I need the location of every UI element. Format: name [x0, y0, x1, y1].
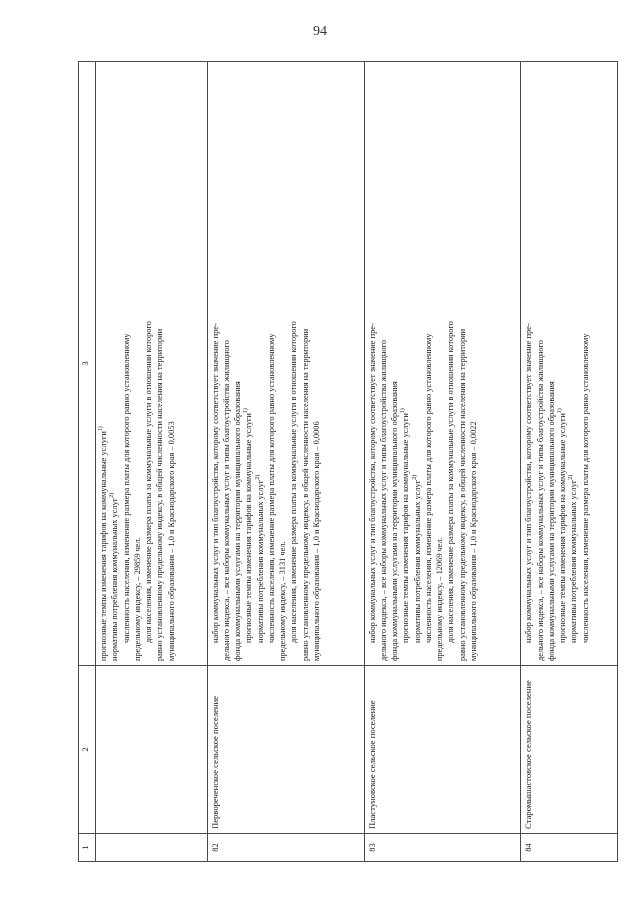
- text-line-content: дельного индекса, – все наборы коммунальных услуг и типы благоустройства жилищного: [221, 340, 231, 661]
- tariff-table: [78, 61, 618, 862]
- text-line: [98, 66, 109, 661]
- text-line: [166, 66, 177, 661]
- text-line: [423, 66, 434, 661]
- header-col-2: 2: [79, 666, 96, 834]
- text-line: [243, 66, 254, 661]
- text-line: [311, 66, 322, 661]
- text-line-content: нормативы потребления коммунальных услуг: [110, 497, 120, 661]
- description-cell: [96, 62, 208, 666]
- text-line-content: дельного индекса, – все наборы коммунальных услуг и типы благоустройства жилищного: [378, 340, 388, 661]
- text-line: [154, 66, 165, 661]
- table-row: [521, 62, 618, 862]
- footnote-marker: 1): [98, 426, 105, 432]
- text-line: [277, 66, 288, 661]
- num-cell: [96, 834, 208, 862]
- footnote-marker: 1): [243, 408, 250, 414]
- text-line-content: нормативы потребления коммунальных услуг: [412, 479, 422, 643]
- text-line-content: предельному индексу, – 12069 чел.: [435, 537, 444, 661]
- text-line: [568, 66, 579, 661]
- text-line: [266, 66, 277, 661]
- text-line: [210, 66, 221, 661]
- text-line: [412, 66, 423, 661]
- text-line: [300, 66, 311, 661]
- text-line-content: муниципального образования – 1,0 и Краснодарского края – 0,0053: [166, 421, 176, 661]
- text-line: [121, 66, 132, 661]
- text-line-content: прогнозные темпы изменения тарифов на коммунальные услуги: [558, 413, 568, 643]
- description-cell: [207, 62, 364, 666]
- text-line: [288, 66, 299, 661]
- footnote-marker: 2): [109, 492, 116, 498]
- text-line-content: муниципального образования – 1,0 и Краснодарского края – 0,0006: [311, 421, 321, 661]
- text-line: [580, 66, 591, 661]
- header-col-3: 3: [79, 62, 96, 666]
- text-line: [367, 66, 378, 661]
- footnote-marker: 2): [568, 474, 575, 480]
- text-line-content: нормативы потребления коммунальных услуг: [569, 479, 579, 643]
- text-line-content: доля населения, изменение размера платы за коммунальные услуги в отношении которого: [144, 321, 153, 643]
- text-line-content: муниципального образования – 1,0 и Краснодарского края – 0,0022: [468, 421, 478, 661]
- text-line-content: набор коммунальных услуг и тип благоустройства, которому соответствует значение пре-: [367, 323, 377, 643]
- text-line: [457, 66, 468, 661]
- text-line: [255, 66, 266, 661]
- footnote-marker: 2): [254, 474, 261, 480]
- row-number: 82: [207, 834, 364, 862]
- text-line: [400, 66, 411, 661]
- text-line-content: предельному индексу, – 3131 чел.: [278, 541, 288, 661]
- text-line-content: численность населения, изменение размера платы для которого равно установленному: [580, 333, 590, 643]
- text-line-content: фонда коммунальными услугами на территории муниципального образования: [390, 381, 399, 661]
- text-line-content: предельному индексу, – 29859 чел.: [132, 537, 142, 661]
- footnote-marker: 1): [400, 408, 407, 414]
- text-line-content: фонда коммунальными услугами на территории муниципального образования: [546, 381, 556, 661]
- text-line: [132, 66, 143, 661]
- page-number: 94: [313, 24, 327, 39]
- text-line-content: равно установленному предельному индексу, в общей численности населения на территории: [155, 328, 165, 661]
- description-cell: [364, 62, 521, 666]
- text-line: [378, 66, 389, 661]
- footnote-marker: 1): [557, 408, 564, 414]
- text-line: [557, 66, 568, 661]
- table-row-continuation: [96, 62, 208, 862]
- text-line-content: численность населения, изменение размера платы для которого равно установленному: [121, 333, 131, 643]
- rotated-table-container: [78, 62, 618, 862]
- settlement-name: Пластуновское сельское поселение: [364, 666, 521, 834]
- row-number: 84: [521, 834, 618, 862]
- text-line-content: равно установленному предельному индексу, в общей численности населения на территории: [300, 328, 310, 661]
- text-line-content: набор коммунальных услуг и тип благоустройства, которому соответствует значение пре-: [210, 323, 220, 643]
- text-line: [445, 66, 456, 661]
- text-line-content: прогнозные темпы изменения тарифов на коммунальные услуги: [401, 413, 411, 643]
- table-row: [207, 62, 364, 862]
- text-line-content: численность населения, изменение размера платы для которого равно установленному: [423, 333, 433, 643]
- text-line-content: прогнозные темпы изменения тарифов на коммунальные услуги: [244, 413, 254, 643]
- text-line: [535, 66, 546, 661]
- table-header-row: [79, 62, 96, 862]
- text-line: [232, 66, 243, 661]
- text-line: [221, 66, 232, 661]
- footnote-marker: 2): [411, 474, 418, 480]
- description-cell: [521, 62, 618, 666]
- text-line: [468, 66, 479, 661]
- header-col-1: 1: [79, 834, 96, 862]
- settlement-name: Старомышастовское сельское поселение: [521, 666, 618, 834]
- text-line-content: фонда коммунальными услугами на территории муниципального образования: [233, 381, 243, 661]
- text-line: [434, 66, 445, 661]
- text-line-content: доля населения, изменение размера платы за коммунальные услуги в отношении которого: [446, 321, 456, 643]
- text-line: [109, 66, 120, 661]
- text-line-content: набор коммунальных услуг и тип благоустройства, которому соответствует значение пре-: [524, 323, 534, 643]
- text-line-content: прогнозные темпы изменения тарифов на коммунальные услуги: [99, 431, 108, 661]
- text-line-content: численность населения, изменение размера платы для которого равно установленному: [266, 333, 276, 643]
- text-line-content: нормативы потребления коммунальных услуг: [255, 479, 265, 643]
- text-line: [546, 66, 557, 661]
- text-line: [143, 66, 154, 661]
- text-line-content: равно установленному предельному индексу, в общей численности населения на территории: [457, 328, 467, 661]
- settlement-name: Первореченское сельское поселение: [207, 666, 364, 834]
- table-row: [364, 62, 521, 862]
- text-line-content: дельного индекса, – все наборы коммунальных услуг и типы благоустройства жилищного: [535, 340, 545, 661]
- text-line: [389, 66, 400, 661]
- row-number: 83: [364, 834, 521, 862]
- text-line: [523, 66, 534, 661]
- name-cell: [96, 666, 208, 834]
- text-line-content: доля населения, изменение размера платы за коммунальные услуги в отношении которого: [289, 321, 299, 643]
